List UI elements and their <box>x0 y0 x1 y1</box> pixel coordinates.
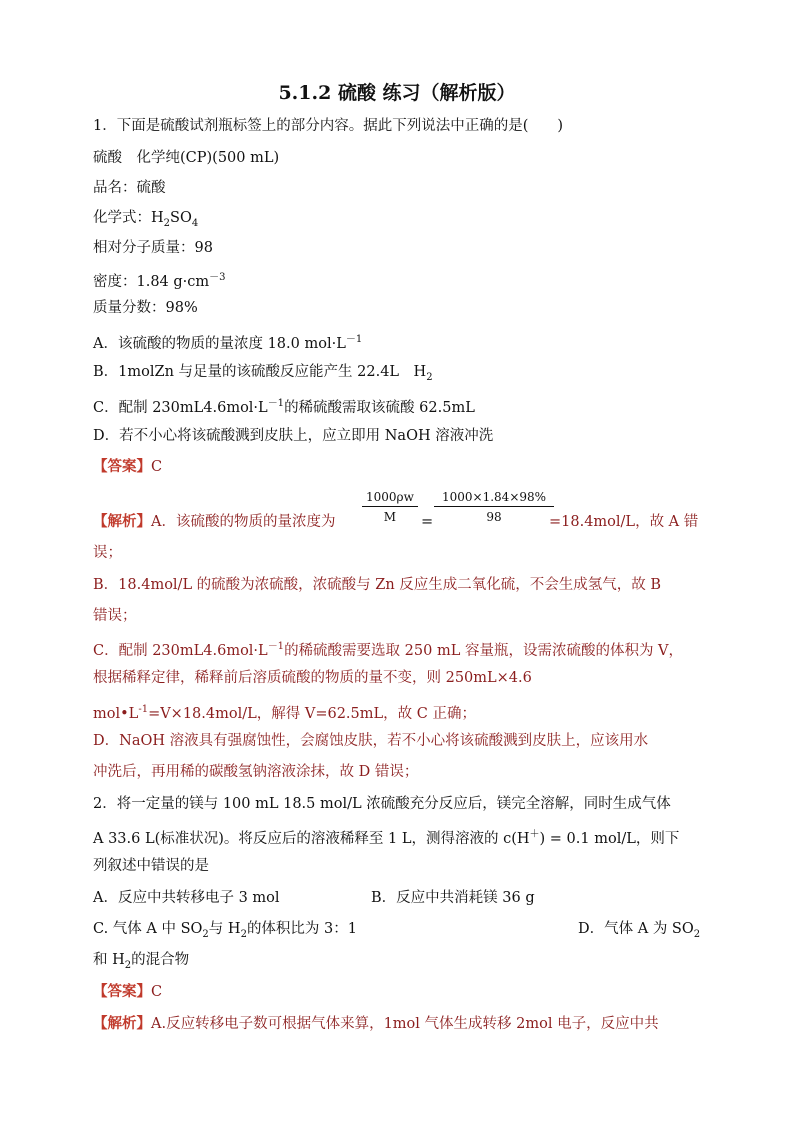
equals-sign: = <box>421 514 434 530</box>
q1-stem: 1．下面是硫酸试剂瓶标签上的部分内容。据此下列说法中正确的是( ) <box>93 118 564 134</box>
fraction-numerator: 1000×1.84×98% <box>434 490 554 507</box>
q1-option-c: C．配制 $230mL4.6mol\cdot L^{-1}$的稀硫酸需取该硫酸 62.5mL <box>93 398 475 416</box>
label-line-1: 硫酸 化学纯(CP)(500 mL) <box>93 150 280 166</box>
q1-analysis-b-2: 错误； <box>93 608 137 624</box>
q2-option-a: A．反应中共转移电子 3 mol <box>93 890 280 906</box>
fraction-numerator: 1000ρw <box>362 490 418 507</box>
q1-analysis-c-2: 根据稀释定律，稀释前后溶质硫酸的物质的量不变，则 250mL×4.6 <box>93 670 532 686</box>
q2-option-c: C. 气体 A 中 $SO_2$与 $H_2$的体积比为 3：1 <box>93 921 357 940</box>
q2-stem-2: A 33.6 L(标准状况)。将反应后的溶液稀释至 1 L，测得溶液的 c(H＋) = 0.1 mol/L，则下 <box>93 829 680 847</box>
fraction-denominator: 98 <box>486 510 502 524</box>
q1-analysis-a: 【解析】A．该硫酸的物质的量浓度为 <box>93 513 336 530</box>
q2-stem-1: 2．将一定量的镁与 100 mL 18.5 mol/L 浓硫酸充分反应后，镁完全溶解，同时生成气体 <box>93 796 671 812</box>
q1-analysis-d-1: D．NaOH 溶液具有强腐蚀性，会腐蚀皮肤，若不小心将该硫酸溅到皮肤上，应该用水 <box>93 733 649 749</box>
page-title: 5.1.2 硫酸 练习（解析版） <box>278 82 516 104</box>
q1-option-a: A．该硫酸的物质的量浓度 18.0 $mol\cdot L^{-1}$ <box>93 334 363 352</box>
q1-analysis-a-result: =18.4mol/L，故 A 错 <box>549 514 699 530</box>
q1-analysis-c-3: $mol•L^{-1}=V\times 18.4mol/L$，解得 V=62.5mL，故 C 正确； <box>93 704 476 722</box>
q2-answer: 【答案】C <box>93 983 163 1000</box>
label-line-density: 密度：1.84 $g\cdot cm^{-3}$ <box>93 272 226 290</box>
fraction-formula <box>362 490 418 524</box>
label-line-2: 品名：硫酸 <box>93 180 166 196</box>
q1-answer: 【答案】C <box>93 458 163 475</box>
q2-analysis: 【解析】A.反应转移电子数可根据气体来算，1mol 气体生成转移 2mol 电子，反应中共 <box>93 1015 659 1032</box>
fraction-denominator: M <box>383 510 397 524</box>
q1-analysis-c-1: C．配制 $230mL4.6mol\cdot L^{-1}$的稀硫酸需要选取 250 mL 容量瓶，设需浓硫酸的体积为 V， <box>93 641 684 659</box>
label-line-mass-fraction: 质量分数：98% <box>93 300 198 316</box>
q2-option-d-cont: 和 $H_2$的混合物 <box>93 952 190 971</box>
q1-analysis-a-cont: 误； <box>93 545 122 561</box>
q2-option-d: D．气体 A 为 $SO_2$ <box>578 921 701 940</box>
q1-option-d: D．若不小心将该硫酸溅到皮肤上，应立即用 NaOH 溶液冲洗 <box>93 428 494 444</box>
label-line-formula: 化学式：$H_2SO_4$ <box>93 210 199 229</box>
q2-stem-3: 列叙述中错误的是 <box>93 858 209 874</box>
q1-option-b: B．1molZn 与足量的该硫酸反应能产生 22.4L $H_2$ <box>93 364 433 383</box>
q1-analysis-d-2: 冲洗后，再用稀的碳酸氢钠溶液涂抹，故 D 错误； <box>93 764 419 780</box>
label-line-molar-mass: 相对分子质量：98 <box>93 240 213 256</box>
fraction-calculation <box>434 490 554 524</box>
q2-option-b: B．反应中共消耗镁 36 g <box>371 890 535 906</box>
q1-analysis-b-1: B．18.4mol/L 的硫酸为浓硫酸，浓硫酸与 Zn 反应生成二氧化硫，不会生成氢气，故 B <box>93 577 662 593</box>
